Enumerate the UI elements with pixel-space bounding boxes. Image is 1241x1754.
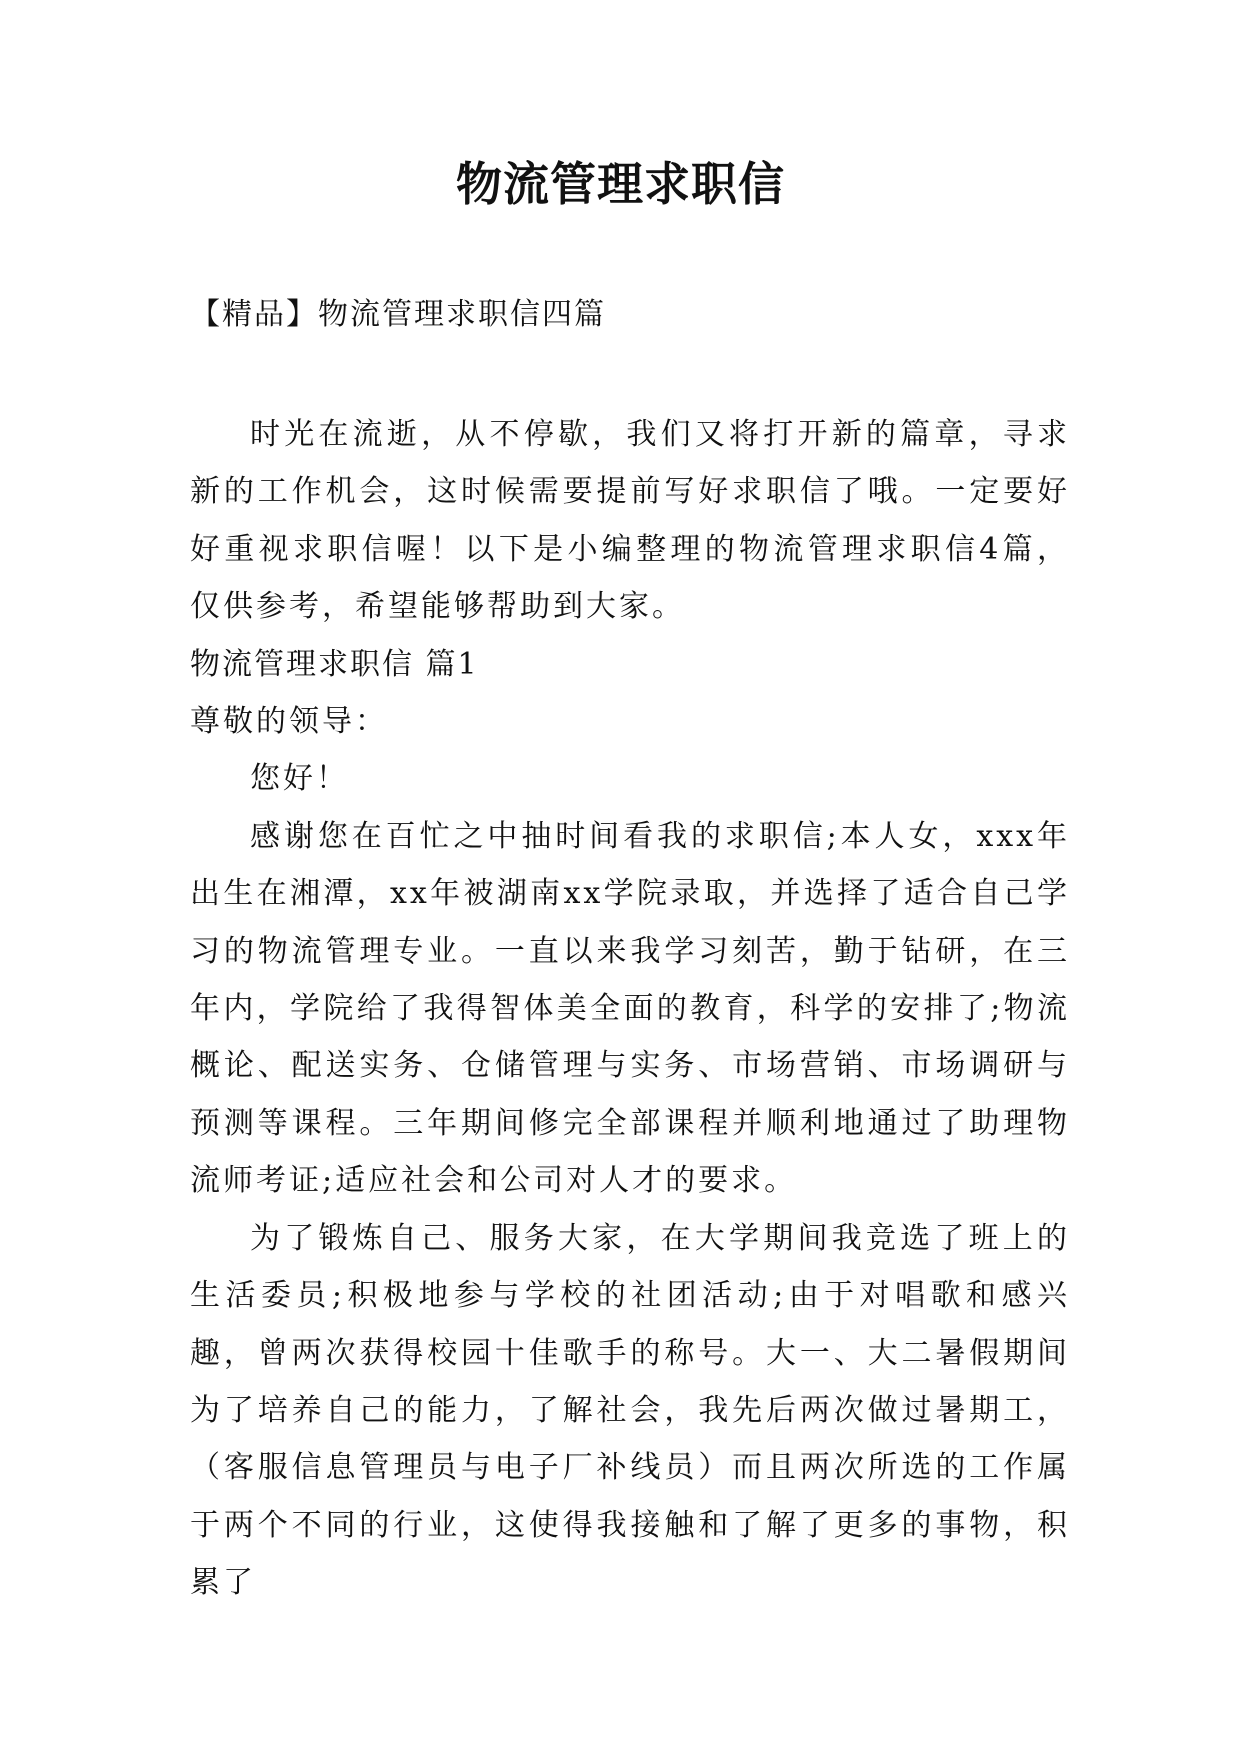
document-title: 物流管理求职信: [456, 157, 785, 211]
body-paragraph-1: 感谢您在百忙之中抽时间看我的求职信;本人女，xxx年出生在湘潭，xx年被湖南xx学院录取，并选择了适合自己学习的物流管理专业。一直以来我学习刻苦，勤于钻研，在三年内，学院给了我得智体美全面的教育，科学的安排了;物流概论、配送实务、仓储管理与实务、市场营销、市场调研与预测等课程。三年期间修完全部课程并顺利地通过了助理物流师考证;适应社会和公司对人才的要求。: [190, 818, 1070, 1199]
body-paragraph-2: 为了锻炼自己、服务大家，在大学期间我竞选了班上的生活委员;积极地参与学校的社团活动;由于对唱歌和感兴趣，曾两次获得校园十佳歌手的称号。大一、大二暑假期间为了培养自己的能力，了解社会，我先后两次做过暑期工，（客服信息管理员与电子厂补线员）而且两次所选的工作属于两个不同的行业，这使得我接触和了解了更多的事物，积累了: [190, 1220, 1070, 1601]
document-body: [190, 406, 1070, 1612]
document-subtitle: 【精品】物流管理求职信四篇: [190, 297, 606, 332]
section-heading: 物流管理求职信 篇1: [190, 646, 479, 682]
greeting: 您好！: [250, 761, 349, 797]
salutation: 尊敬的领导：: [190, 704, 388, 740]
intro-paragraph: 时光在流逝，从不停歇，我们又将打开新的篇章，寻求新的工作机会，这时候需要提前写好求职信了哦。一定要好好重视求职信喔！以下是小编整理的物流管理求职信4篇，仅供参考，希望能够帮助到大家。: [190, 417, 1070, 625]
